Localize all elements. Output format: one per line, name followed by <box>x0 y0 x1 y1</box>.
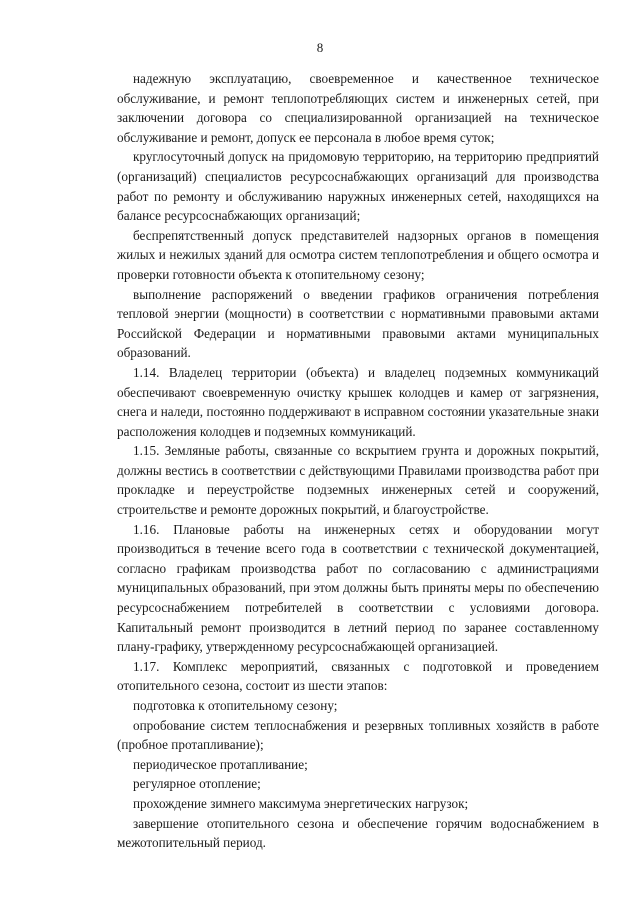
paragraph-1-14: 1.14. Владелец территории (объекта) и владелец подземных коммуникаций обеспечивают своевременную очистку крышек колодцев и камер от загрязнения, снега и наледи, постоянно поддерживают в исправном состоянии указательные знаки расположения колодцев и подземных коммуникаций. <box>117 364 599 439</box>
paragraph-restriction-orders: выполнение распоряжений о введении графиков ограничения потребления тепловой энергии (мощности) в соответствии с нормативными правовыми актами Российской Федерации и нормативными правовыми актами муниципальных образований. <box>117 286 599 361</box>
stage-item-season-end: завершение отопительного сезона и обеспечение горячим водоснабжением в межотопительный период. <box>117 815 599 851</box>
stage-item-periodic-heating: периодическое протапливание; <box>133 756 308 772</box>
document-body <box>117 69 599 853</box>
paragraph-1-17: 1.17. Комплекс мероприятий, связанных с подготовкой и проведением отопительного сезона, состоит из шести этапов: <box>117 658 599 694</box>
paragraph-1-15: 1.15. Земляные работы, связанные со вскрытием грунта и дорожных покрытий, должны вестись в соответствии с действующими Правилами производства работ при прокладке и переустройстве подземных инженерных сетей и сооружений, строительстве и ремонте дорожных покрытий, и благоустройстве. <box>117 443 599 518</box>
stage-item-winter-peak: прохождение зимнего максимума энергетических нагрузок; <box>133 795 469 811</box>
stage-item-preparation: подготовка к отопительному сезону; <box>133 698 338 713</box>
stage-item-trial-heating: опробование систем теплоснабжения и резервных топливных хозяйств в работе (пробное протапливание); <box>117 717 599 753</box>
paragraph-access-territory: круглосуточный допуск на придомовую территорию, на территорию предприятий (организаций) специалистов ресурсоснабжающих организаций для производства работ по ремонту и обслуживанию наружных инженерных сетей, находящихся на балансе ресурсоснабжающих организаций; <box>117 149 599 224</box>
stage-item-regular-heating: регулярное отопление; <box>133 776 261 792</box>
paragraph-maintenance: надежную эксплуатацию, своевременное и качественное техническое обслуживание, и ремонт теплопотребляющих систем и инженерных сетей, при заключении договора со специализированной организацией на техническое обслуживание и ремонт, допуск ее персонала в любое время суток; <box>117 71 599 145</box>
paragraph-access-inspectors: беспрепятственный допуск представителей надзорных органов в помещения жилых и нежилых зданий для осмотра систем теплопотребления и общего осмотра и проверки готовности объекта к отопительному сезону; <box>117 227 599 282</box>
page-number: 8 <box>316 40 324 55</box>
paragraph-1-16: 1.16. Плановые работы на инженерных сетях и оборудовании могут производиться в течение всего года в соответствии с технической документацией, согласно графикам производства работ по согласованию с администрациями муниципальных образований, при этом должны быть приняты меры по обеспечению ресурсоснабжением потребителей в соответствии с условиями договора. Капитальный ремонт производится в летний период по заранее составленному плану-графику, утвержденному ресурсоснабжающей организацией. <box>117 521 599 655</box>
